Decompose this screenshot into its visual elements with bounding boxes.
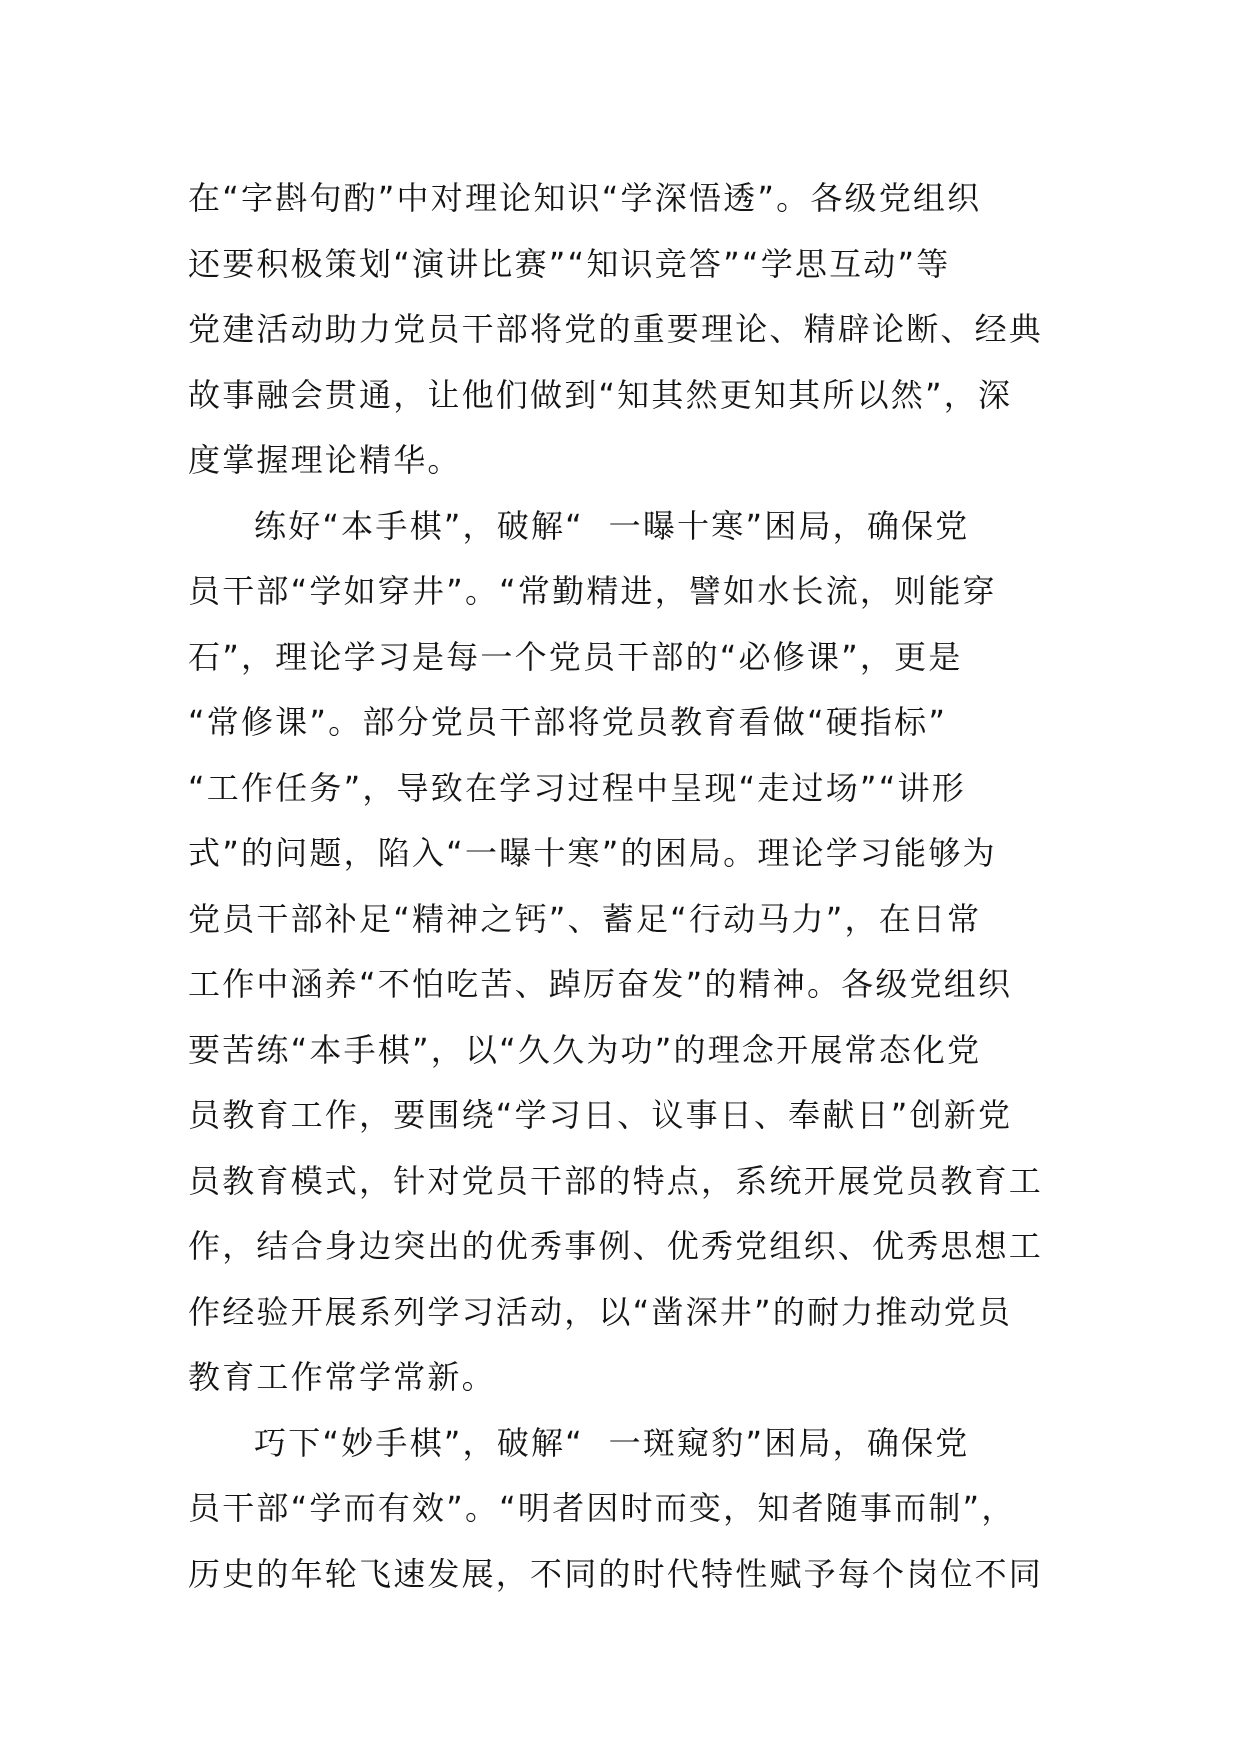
text-line-16: 员教育模式，针对党员干部的特点，系统开展党员教育工	[188, 1161, 1044, 1200]
paragraph-start-line-6: 练好“本手棋”，破解“ 一曝十寒”困局，确保党	[254, 506, 970, 545]
text-line-14: 要苦练“本手棋”，以“久久为功”的理念开展常态化党	[188, 1030, 982, 1069]
text-line-11: 式”的问题，陷入“一曝十寒”的困局。理论学习能够为	[188, 834, 997, 872]
text-line-17: 作，结合身边突出的优秀事例、优秀党组织、优秀思想工	[188, 1227, 1044, 1265]
text-line-5: 度掌握理论精华。	[188, 441, 462, 479]
text-line-15: 员教育工作，要围绕“学习日、议事日、奉献日”创新党	[188, 1096, 1013, 1134]
text-line-18: 作经验开展系列学习活动，以“凿深井”的耐力推动党员	[188, 1292, 1013, 1331]
text-line-19: 教育工作常学常新。	[188, 1358, 496, 1396]
text-line-3: 党建活动助力党员干部将党的重要理论、精辟论断、经典	[188, 310, 1044, 348]
text-line-1: 在“字斟句酌”中对理论知识“学深悟透”。各级党组织	[188, 179, 982, 217]
text-line-13: 工作中涵养“不怕吃苦、踔厉奋发”的精神。各级党组织	[188, 965, 1013, 1003]
text-line-10: “工作任务”，导致在学习过程中呈现“走过场”“讲形	[188, 768, 966, 807]
text-line-22: 历史的年轮飞速发展，不同的时代特性赋予每个岗位不同	[188, 1554, 1044, 1593]
text-line-9: “常修课”。部分党员干部将党员教育看做“硬指标”	[188, 703, 948, 741]
body-text	[188, 166, 1088, 1607]
text-line-8: 石”，理论学习是每一个党员干部的“必修课”，更是	[188, 637, 963, 676]
paragraph-start-line-20: 巧下“妙手棋”，破解“ 一斑窥豹”困局，确保党	[254, 1423, 970, 1462]
text-line-21: 员干部“学而有效”。“明者因时而变，知者随事而制”，	[188, 1489, 1016, 1527]
text-line-4: 故事融会贯通，让他们做到“知其然更知其所以然”，深	[188, 375, 1013, 414]
text-line-12: 党员干部补足“精神之钙”、蓄足“行动马力”，在日常	[188, 899, 982, 938]
text-line-2: 还要积极策划“演讲比赛”“知识竞答”“学思互动”等	[188, 244, 951, 283]
text-line-7: 员干部“学如穿井”。“常勤精进，譬如水长流，则能穿	[188, 572, 997, 610]
